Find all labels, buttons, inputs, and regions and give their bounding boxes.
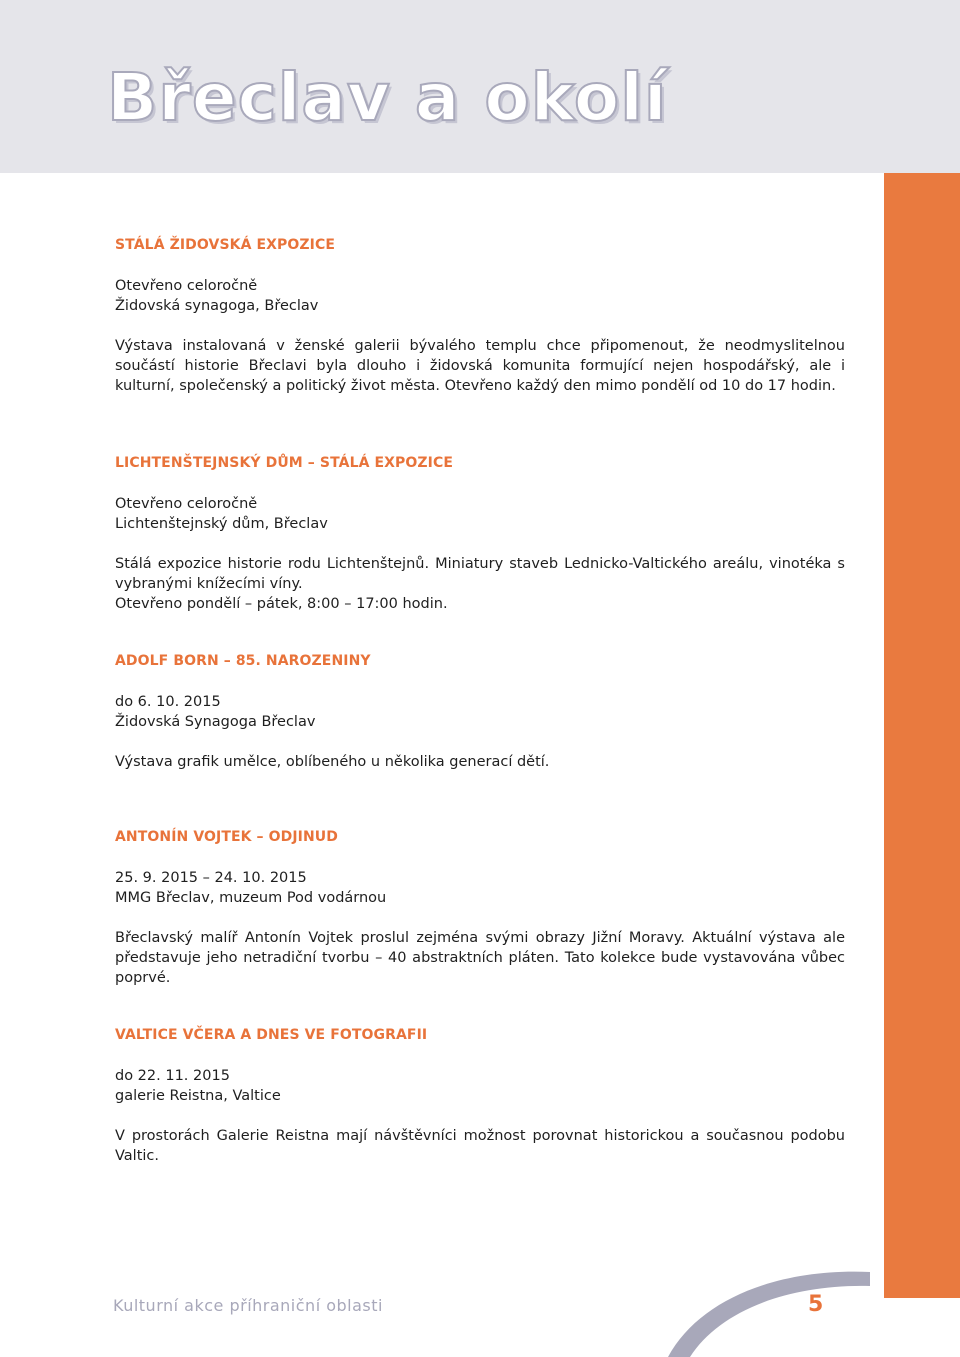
meta-line: MMG Břeclav, muzeum Pod vodárnou xyxy=(115,890,387,906)
section-title: VALTICE VČERA A DNES VE FOTOGRAFII xyxy=(115,1027,428,1043)
section-title: ANTONÍN VOJTEK – ODJINUD xyxy=(115,829,338,845)
meta-line: Lichtenštejnský dům, Břeclav xyxy=(115,516,328,532)
section-meta xyxy=(115,276,845,316)
section-title: ADOLF BORN – 85. NAROZENINY xyxy=(115,653,371,669)
meta-line: Židovská synagoga, Břeclav xyxy=(115,298,319,314)
section-antonin-vojtek xyxy=(115,828,845,988)
section-description: Stálá expozice historie rodu Lichtenštejnů. Miniatury staveb Lednicko-Valtického areálu, vinotéka s vybranými knížecími víny. xyxy=(115,556,845,592)
meta-line: 25. 9. 2015 – 24. 10. 2015 xyxy=(115,870,307,886)
footer-arc-decoration xyxy=(660,1258,870,1357)
meta-line: galerie Reistna, Valtice xyxy=(115,1088,281,1104)
section-adolf-born xyxy=(115,652,845,772)
meta-line: Otevřeno celoročně xyxy=(115,278,258,294)
meta-line: Židovská Synagoga Břeclav xyxy=(115,714,316,730)
page-title: Břeclav a okolí xyxy=(107,59,668,136)
section-liechtenstein-house xyxy=(115,454,845,614)
header-band xyxy=(0,0,960,173)
meta-line: do 6. 10. 2015 xyxy=(115,694,221,710)
section-description: Výstava grafik umělce, oblíbeného u několika generací dětí. xyxy=(115,754,550,770)
section-meta xyxy=(115,494,845,534)
section-meta xyxy=(115,868,845,908)
section-valtice-photos xyxy=(115,1026,845,1166)
section-meta xyxy=(115,692,845,732)
section-description: Břeclavský malíř Antonín Vojtek proslul zejména svými obrazy Jižní Moravy. Aktuální výstava ale představuje jeho netradiční tvorbu – 40 abstraktních pláten. Tato kolekce bude vystavována vůbec poprvé. xyxy=(115,930,845,986)
section-description-extra: Otevřeno pondělí – pátek, 8:00 – 17:00 hodin. xyxy=(115,596,448,612)
section-title: LICHTENŠTEJNSKÝ DŮM – STÁLÁ EXPOZICE xyxy=(115,455,454,471)
section-jewish-exhibition xyxy=(115,236,845,396)
meta-line: Otevřeno celoročně xyxy=(115,496,258,512)
side-accent-bar xyxy=(884,173,960,1298)
footer-text: Kulturní akce příhraniční oblasti xyxy=(113,1296,383,1315)
section-description: Výstava instalovaná v ženské galerii bývalého templu chce připomenout, že neodmyslitelnou součástí historie Břeclavi byla dlouho i židovská komunita formující nejen hospodářský, ale i kulturní, společenský a politický život města. Otevřeno každý den mimo pondělí od 10 do 17 hodin. xyxy=(115,338,845,394)
meta-line: do 22. 11. 2015 xyxy=(115,1068,230,1084)
page-number: 5 xyxy=(808,1292,824,1317)
section-title: STÁLÁ ŽIDOVSKÁ EXPOZICE xyxy=(115,237,336,253)
section-description: V prostorách Galerie Reistna mají návštěvníci možnost porovnat historickou a současnou podobu Valtic. xyxy=(115,1128,845,1164)
section-meta xyxy=(115,1066,845,1106)
